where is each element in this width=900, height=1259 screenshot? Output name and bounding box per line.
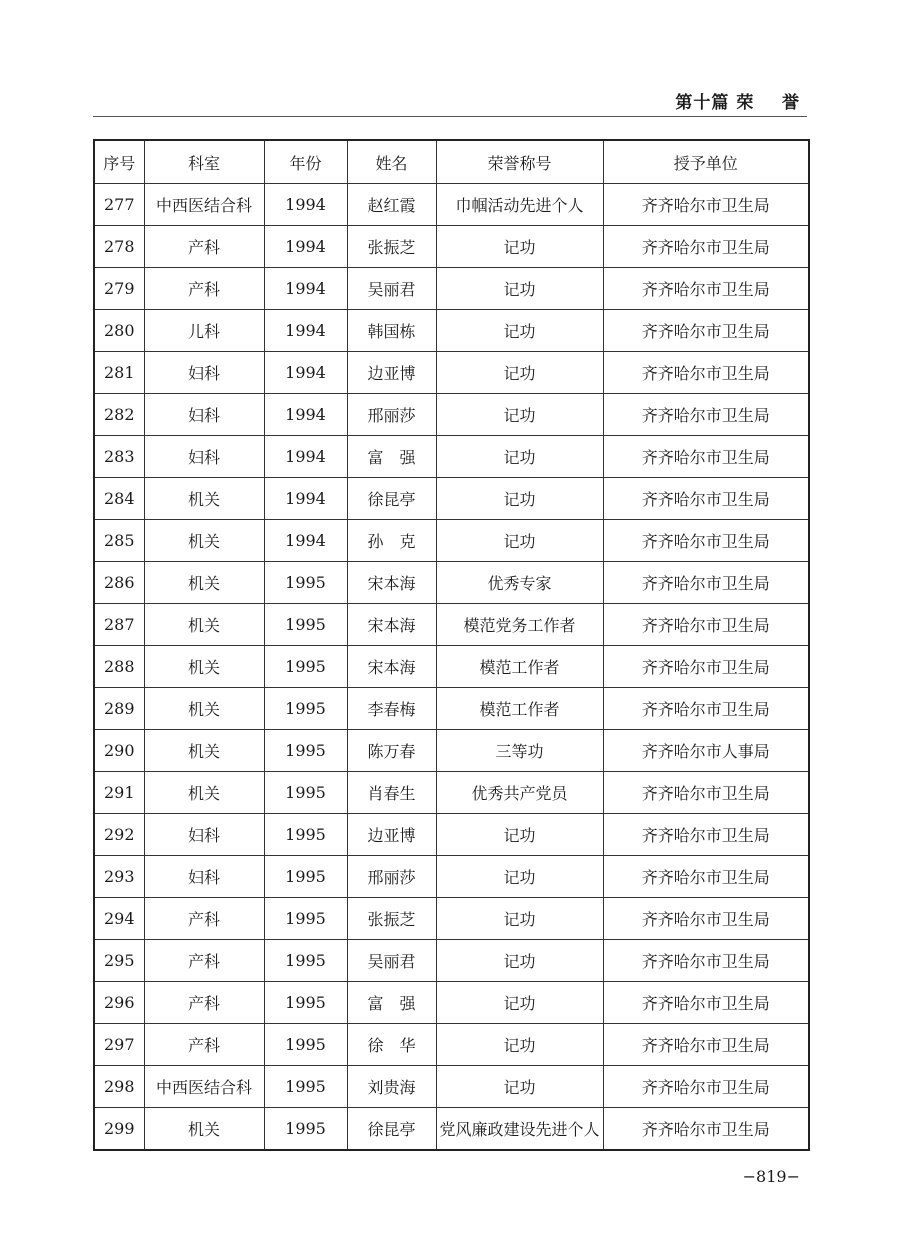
cell-year: 1994 xyxy=(264,436,347,478)
cell-department: 妇科 xyxy=(144,856,264,898)
table-row xyxy=(94,226,809,268)
cell-name: 富 强 xyxy=(347,982,436,1024)
cell-department: 妇科 xyxy=(144,436,264,478)
cell-department: 机关 xyxy=(144,730,264,772)
cell-index: 297 xyxy=(94,1024,144,1066)
cell-awarding-unit: 齐齐哈尔市卫生局 xyxy=(603,856,809,898)
cell-honor-title: 记功 xyxy=(436,310,603,352)
cell-honor-title: 记功 xyxy=(436,940,603,982)
cell-department: 产科 xyxy=(144,898,264,940)
cell-department: 中西医结合科 xyxy=(144,184,264,226)
cell-awarding-unit: 齐齐哈尔市卫生局 xyxy=(603,184,809,226)
cell-index: 299 xyxy=(94,1108,144,1151)
cell-year: 1994 xyxy=(264,310,347,352)
cell-awarding-unit: 齐齐哈尔市卫生局 xyxy=(603,1108,809,1151)
cell-name: 边亚博 xyxy=(347,352,436,394)
cell-awarding-unit: 齐齐哈尔市卫生局 xyxy=(603,772,809,814)
cell-index: 290 xyxy=(94,730,144,772)
cell-name: 宋本海 xyxy=(347,604,436,646)
cell-year: 1995 xyxy=(264,562,347,604)
cell-honor-title: 记功 xyxy=(436,814,603,856)
table-row xyxy=(94,772,809,814)
cell-awarding-unit: 齐齐哈尔市卫生局 xyxy=(603,898,809,940)
page-number: −819− xyxy=(742,1167,800,1186)
cell-honor-title: 记功 xyxy=(436,1066,603,1108)
cell-name: 吴丽君 xyxy=(347,940,436,982)
cell-year: 1994 xyxy=(264,520,347,562)
cell-year: 1995 xyxy=(264,1024,347,1066)
cell-index: 278 xyxy=(94,226,144,268)
cell-awarding-unit: 齐齐哈尔市卫生局 xyxy=(603,310,809,352)
cell-awarding-unit: 齐齐哈尔市卫生局 xyxy=(603,268,809,310)
cell-year: 1995 xyxy=(264,772,347,814)
cell-index: 287 xyxy=(94,604,144,646)
cell-department: 妇科 xyxy=(144,394,264,436)
table-row xyxy=(94,940,809,982)
cell-awarding-unit: 齐齐哈尔市卫生局 xyxy=(603,394,809,436)
cell-department: 产科 xyxy=(144,1024,264,1066)
table-row xyxy=(94,730,809,772)
cell-department: 机关 xyxy=(144,688,264,730)
table-row xyxy=(94,520,809,562)
cell-name: 徐昆亭 xyxy=(347,478,436,520)
table-row xyxy=(94,1108,809,1151)
cell-awarding-unit: 齐齐哈尔市卫生局 xyxy=(603,1024,809,1066)
cell-index: 282 xyxy=(94,394,144,436)
column-header-name: 姓名 xyxy=(347,140,436,184)
cell-department: 产科 xyxy=(144,268,264,310)
cell-index: 289 xyxy=(94,688,144,730)
table-row xyxy=(94,688,809,730)
cell-name: 李春梅 xyxy=(347,688,436,730)
cell-department: 机关 xyxy=(144,604,264,646)
cell-awarding-unit: 齐齐哈尔市卫生局 xyxy=(603,226,809,268)
cell-awarding-unit: 齐齐哈尔市卫生局 xyxy=(603,604,809,646)
cell-name: 邢丽莎 xyxy=(347,856,436,898)
cell-honor-title: 记功 xyxy=(436,856,603,898)
table-row xyxy=(94,478,809,520)
cell-department: 妇科 xyxy=(144,814,264,856)
cell-name: 肖春生 xyxy=(347,772,436,814)
cell-honor-title: 优秀专家 xyxy=(436,562,603,604)
cell-honor-title: 记功 xyxy=(436,1024,603,1066)
table-row xyxy=(94,646,809,688)
cell-index: 288 xyxy=(94,646,144,688)
cell-name: 邢丽莎 xyxy=(347,394,436,436)
cell-awarding-unit: 齐齐哈尔市卫生局 xyxy=(603,1066,809,1108)
table-row xyxy=(94,310,809,352)
table-row xyxy=(94,814,809,856)
cell-awarding-unit: 齐齐哈尔市卫生局 xyxy=(603,814,809,856)
cell-year: 1994 xyxy=(264,184,347,226)
cell-department: 机关 xyxy=(144,646,264,688)
cell-index: 291 xyxy=(94,772,144,814)
column-header-honor-title: 荣誉称号 xyxy=(436,140,603,184)
cell-awarding-unit: 齐齐哈尔市卫生局 xyxy=(603,478,809,520)
cell-honor-title: 记功 xyxy=(436,436,603,478)
cell-year: 1994 xyxy=(264,478,347,520)
cell-honor-title: 三等功 xyxy=(436,730,603,772)
cell-awarding-unit: 齐齐哈尔市人事局 xyxy=(603,730,809,772)
cell-department: 中西医结合科 xyxy=(144,1066,264,1108)
cell-year: 1995 xyxy=(264,1066,347,1108)
cell-awarding-unit: 齐齐哈尔市卫生局 xyxy=(603,436,809,478)
cell-index: 295 xyxy=(94,940,144,982)
cell-year: 1995 xyxy=(264,646,347,688)
cell-department: 产科 xyxy=(144,940,264,982)
cell-awarding-unit: 齐齐哈尔市卫生局 xyxy=(603,562,809,604)
running-title: 第十篇 荣 誉 xyxy=(675,93,800,113)
cell-index: 281 xyxy=(94,352,144,394)
cell-name: 徐昆亭 xyxy=(347,1108,436,1151)
cell-honor-title: 党风廉政建设先进个人 xyxy=(436,1108,603,1151)
cell-year: 1995 xyxy=(264,940,347,982)
cell-department: 儿科 xyxy=(144,310,264,352)
cell-honor-title: 记功 xyxy=(436,394,603,436)
cell-name: 富 强 xyxy=(347,436,436,478)
cell-department: 机关 xyxy=(144,520,264,562)
cell-honor-title: 模范工作者 xyxy=(436,688,603,730)
cell-awarding-unit: 齐齐哈尔市卫生局 xyxy=(603,982,809,1024)
cell-name: 徐 华 xyxy=(347,1024,436,1066)
honors-table xyxy=(93,139,810,1151)
cell-awarding-unit: 齐齐哈尔市卫生局 xyxy=(603,940,809,982)
cell-year: 1995 xyxy=(264,1108,347,1151)
cell-department: 机关 xyxy=(144,772,264,814)
cell-name: 刘贵海 xyxy=(347,1066,436,1108)
table-row xyxy=(94,436,809,478)
table-row xyxy=(94,1066,809,1108)
cell-department: 机关 xyxy=(144,478,264,520)
cell-name: 赵红霞 xyxy=(347,184,436,226)
cell-name: 陈万春 xyxy=(347,730,436,772)
cell-year: 1995 xyxy=(264,730,347,772)
cell-name: 吴丽君 xyxy=(347,268,436,310)
cell-name: 孙 克 xyxy=(347,520,436,562)
cell-name: 张振芝 xyxy=(347,226,436,268)
cell-awarding-unit: 齐齐哈尔市卫生局 xyxy=(603,520,809,562)
cell-department: 机关 xyxy=(144,562,264,604)
table-row xyxy=(94,856,809,898)
table-row xyxy=(94,184,809,226)
table-body xyxy=(94,184,809,1151)
cell-name: 宋本海 xyxy=(347,646,436,688)
cell-honor-title: 记功 xyxy=(436,898,603,940)
cell-department: 机关 xyxy=(144,1108,264,1151)
cell-honor-title: 记功 xyxy=(436,268,603,310)
cell-year: 1995 xyxy=(264,688,347,730)
cell-year: 1995 xyxy=(264,856,347,898)
column-header-index: 序号 xyxy=(94,140,144,184)
cell-index: 293 xyxy=(94,856,144,898)
cell-department: 产科 xyxy=(144,982,264,1024)
cell-index: 277 xyxy=(94,184,144,226)
column-header-department: 科室 xyxy=(144,140,264,184)
table-row xyxy=(94,604,809,646)
cell-index: 279 xyxy=(94,268,144,310)
cell-index: 284 xyxy=(94,478,144,520)
cell-name: 张振芝 xyxy=(347,898,436,940)
cell-honor-title: 记功 xyxy=(436,226,603,268)
cell-honor-title: 记功 xyxy=(436,982,603,1024)
cell-name: 韩国栋 xyxy=(347,310,436,352)
table-row xyxy=(94,352,809,394)
cell-name: 边亚博 xyxy=(347,814,436,856)
cell-awarding-unit: 齐齐哈尔市卫生局 xyxy=(603,352,809,394)
table-row xyxy=(94,1024,809,1066)
table-row xyxy=(94,268,809,310)
cell-honor-title: 记功 xyxy=(436,520,603,562)
cell-index: 298 xyxy=(94,1066,144,1108)
table-row xyxy=(94,562,809,604)
cell-year: 1994 xyxy=(264,352,347,394)
cell-year: 1994 xyxy=(264,268,347,310)
cell-index: 296 xyxy=(94,982,144,1024)
header-rule xyxy=(93,116,807,117)
cell-awarding-unit: 齐齐哈尔市卫生局 xyxy=(603,688,809,730)
cell-year: 1994 xyxy=(264,394,347,436)
cell-awarding-unit: 齐齐哈尔市卫生局 xyxy=(603,646,809,688)
cell-name: 宋本海 xyxy=(347,562,436,604)
cell-year: 1995 xyxy=(264,814,347,856)
cell-year: 1995 xyxy=(264,982,347,1024)
cell-year: 1995 xyxy=(264,604,347,646)
cell-index: 292 xyxy=(94,814,144,856)
cell-honor-title: 模范党务工作者 xyxy=(436,604,603,646)
column-header-year: 年份 xyxy=(264,140,347,184)
cell-honor-title: 记功 xyxy=(436,352,603,394)
cell-honor-title: 记功 xyxy=(436,478,603,520)
cell-year: 1994 xyxy=(264,226,347,268)
cell-department: 产科 xyxy=(144,226,264,268)
table-row xyxy=(94,394,809,436)
table-header-row xyxy=(94,140,809,184)
cell-index: 280 xyxy=(94,310,144,352)
cell-honor-title: 巾帼活动先进个人 xyxy=(436,184,603,226)
cell-honor-title: 模范工作者 xyxy=(436,646,603,688)
table-row xyxy=(94,898,809,940)
cell-honor-title: 优秀共产党员 xyxy=(436,772,603,814)
table-row xyxy=(94,982,809,1024)
cell-index: 285 xyxy=(94,520,144,562)
cell-year: 1995 xyxy=(264,898,347,940)
cell-index: 286 xyxy=(94,562,144,604)
column-header-awarding-unit: 授予单位 xyxy=(603,140,809,184)
cell-index: 294 xyxy=(94,898,144,940)
cell-index: 283 xyxy=(94,436,144,478)
cell-department: 妇科 xyxy=(144,352,264,394)
